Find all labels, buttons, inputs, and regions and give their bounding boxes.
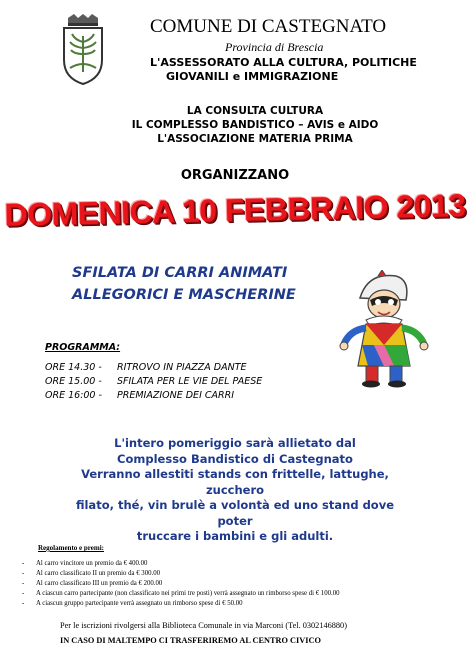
rule-item: - Al carro classificato III un premio da € 200.00 <box>22 580 163 587</box>
harlequin-clown-icon <box>338 270 430 388</box>
organizers-block <box>120 104 390 146</box>
schedule-item <box>45 362 247 373</box>
rules-title: Regolamento e premi: <box>38 544 104 552</box>
organizer-line: IL COMPLESSO BANDISTICO – AVIS e AIDO <box>131 119 379 131</box>
council-line: L'ASSESSORATO ALLA CULTURA, POLITICHE <box>150 56 417 69</box>
coat-of-arms-icon <box>60 14 106 86</box>
rule-item: - A ciascun gruppo partecipante verrà assegnato un rimborso spese di € 50.00 <box>22 600 243 607</box>
council-office <box>150 56 417 84</box>
organizer-line: LA CONSULTA CULTURA <box>186 105 324 117</box>
rule-text: Al carro classificato II un premio da € 300.00 <box>36 570 161 577</box>
council-line: GIOVANILI e IMMIGRAZIONE <box>166 70 339 83</box>
rule-text: Al carro classificato III un premio da € 200.00 <box>36 580 163 587</box>
schedule-time: ORE 15.00 - <box>45 376 102 387</box>
weather-notice: IN CASO DI MALTEMPO CI TRASFERIREMO AL CENTRO CIVICO <box>60 636 321 645</box>
info-line: Complesso Bandistico di Castegnato <box>117 451 353 466</box>
schedule-activity: SFILATA PER LE VIE DEL PAESE <box>117 376 263 387</box>
parade-title <box>72 262 296 306</box>
province-subtitle: Provincia di Brescia <box>225 40 324 54</box>
schedule-activity: RITROVO IN PIAZZA DANTE <box>117 362 247 373</box>
parade-line: SFILATA DI CARRI ANIMATI <box>72 265 288 281</box>
schedule-activity: PREMIAZIONE DEI CARRI <box>117 390 235 401</box>
signup-info: Per le iscrizioni rivolgersi alla Biblioteca Comunale in via Marconi (Tel. 0302146880) <box>60 621 347 630</box>
info-line: L'intero pomeriggio sarà allietato dal <box>114 436 356 450</box>
rule-text: Al carro vincitore un premio da € 400.00 <box>36 560 148 567</box>
rule-item: - Al carro classificato II un premio da € 300.00 <box>22 570 161 577</box>
info-line: truccare i bambini e gli adulti. <box>136 529 334 543</box>
program-title: PROGRAMMA: <box>45 342 121 353</box>
rule-item: - Al carro vincitore un premio da € 400.00 <box>22 560 148 567</box>
info-line: Verranno allestiti stands con frittelle, lattughe, zucchero <box>81 467 389 497</box>
info-line: filato, thé, vin brulè a volontà ed uno stand dove poter <box>75 498 395 528</box>
parade-line: ALLEGORICI E MASCHERINE <box>72 287 296 303</box>
schedule-time: ORE 16:00 - <box>45 390 102 401</box>
event-date-banner: DOMENICA 10 FEBBRAIO 2013 <box>4 187 466 233</box>
schedule-item <box>45 376 262 387</box>
organize-heading: ORGANIZZANO <box>180 168 290 183</box>
rule-text: A ciascun carro partecipante (non classificato nei primi tre posti) verrà assegnato un rimborso spese di € 100.00 <box>36 590 340 597</box>
schedule-time: ORE 14.30 - <box>45 362 102 373</box>
schedule-item <box>45 390 234 401</box>
rule-text: A ciascun gruppo partecipante verrà assegnato un rimborso spese di € 50.00 <box>36 600 243 607</box>
event-info <box>60 436 410 545</box>
organizer-line: L'ASSOCIAZIONE MATERIA PRIMA <box>157 133 353 145</box>
municipality-title: COMUNE DI CASTEGNATO <box>150 16 387 37</box>
rule-item: - A ciascun carro partecipante (non classificato nei primi tre posti) verrà assegnato un rimborso spese di € 100.00 <box>22 590 340 597</box>
